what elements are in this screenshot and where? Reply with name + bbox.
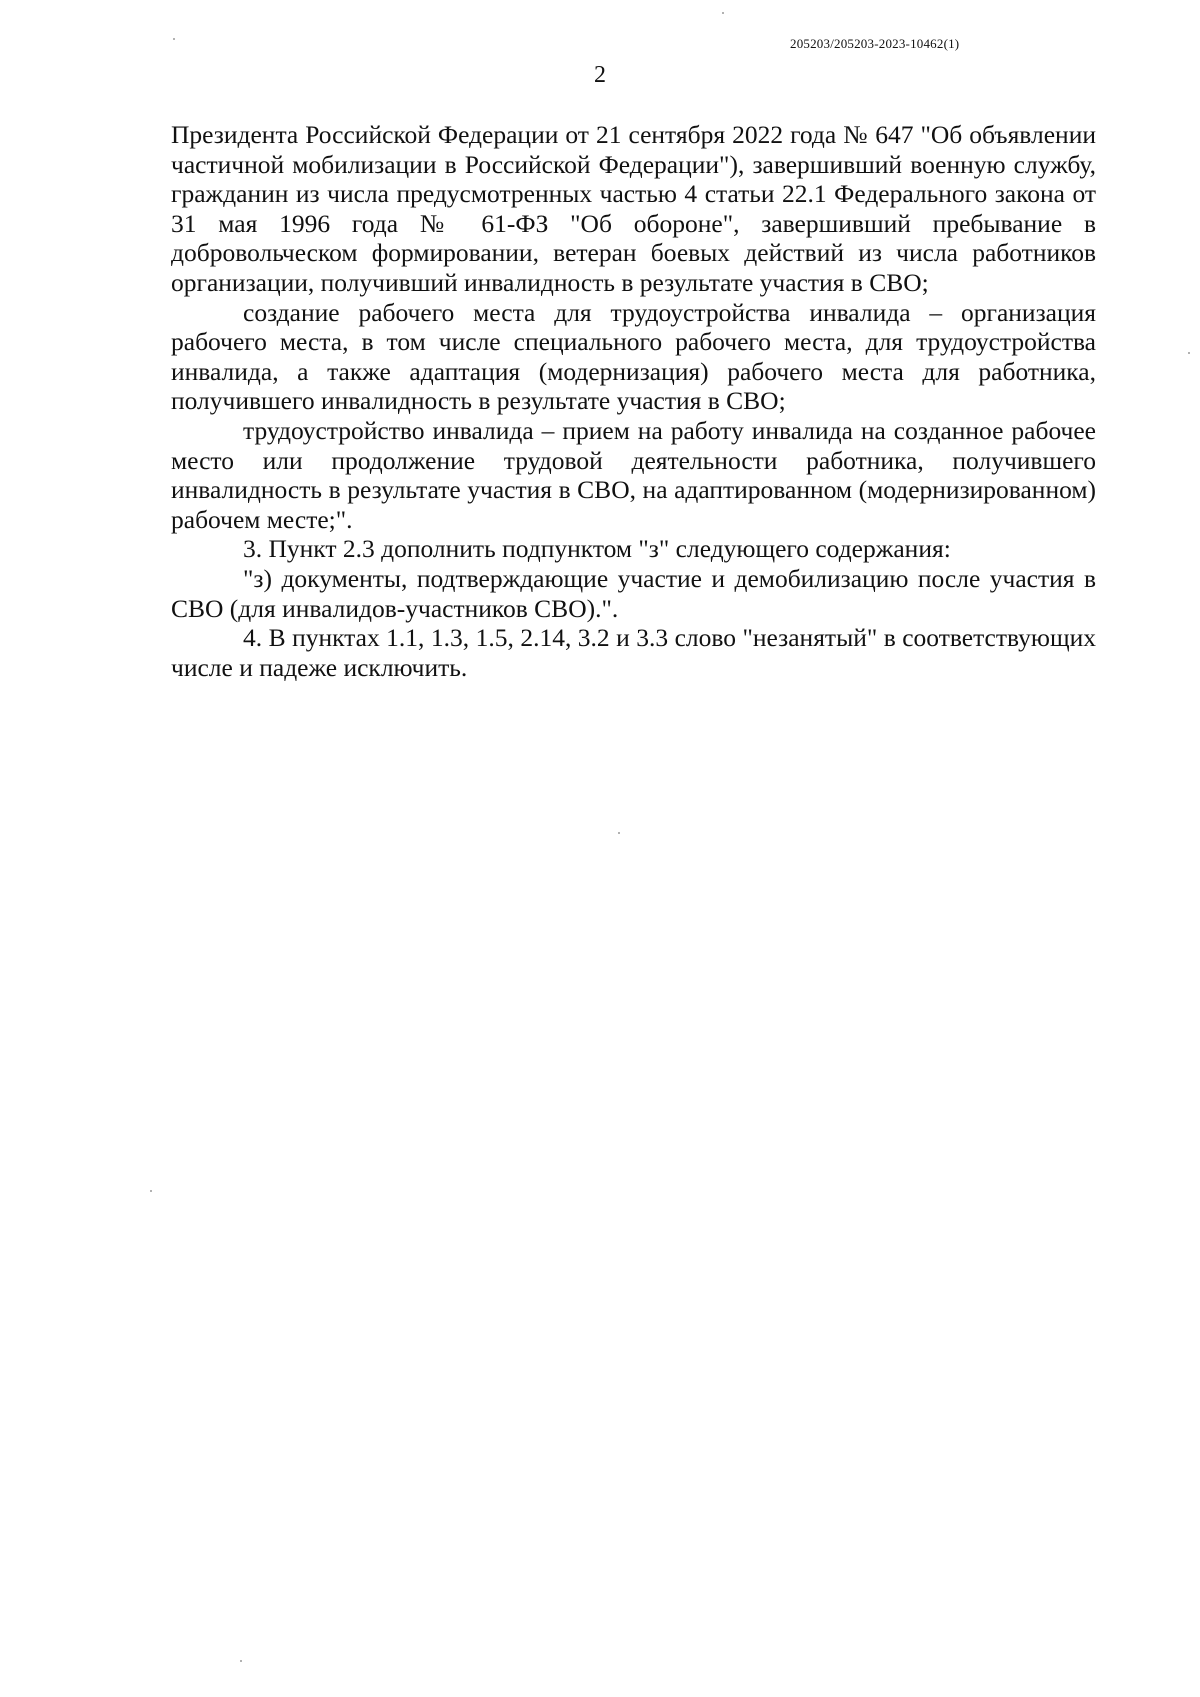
scan-speck	[240, 1660, 242, 1662]
paragraph-employment-definition: трудоустройство инвалида – прием на работу инвалида на созданное рабочее место или продолжение трудовой деятельности работника, получившего инвалидность в результате участия в СВО, на адаптированном (модернизированном) рабочем месте;".	[171, 415, 1096, 534]
paragraph-subitem-z: "з) документы, подтверждающие участие и демобилизацию после участия в СВО (для инвалидов-участников СВО).".	[171, 563, 1096, 623]
paragraph-item-4: 4. В пунктах 1.1, 1.3, 1.5, 2.14, 3.2 и 3.3 слово "незанятый" в соответствующих числе и падеже исключить.	[171, 623, 1096, 682]
scan-speck	[150, 1190, 152, 1192]
paragraph-item-3: 3. Пункт 2.3 дополнить подпунктом "з" следующего содержания:	[243, 534, 951, 564]
scan-speck	[173, 38, 175, 40]
document-body	[171, 120, 1096, 682]
paragraph-continuation: Президента Российской Федерации от 21 сентября 2022 года № 647 "Об объявлении частичной мобилизации в Российской Федерации"), завершивший военную службу, гражданин из числа предусмотренных частью 4 статьи 22.1 Федерального закона от 31 мая 1996 года № 61-ФЗ "Об обороне", завершивший пребывание в добровольческом формировании, ветеран боевых действий из числа работников организации, получивший инвалидность в результате участия в СВО;	[171, 120, 1096, 297]
scan-speck	[1188, 352, 1190, 354]
scan-speck	[618, 832, 620, 834]
scan-speck	[722, 12, 724, 14]
document-id: 205203/205203-2023-10462(1)	[790, 36, 960, 51]
paragraph-job-creation-definition: создание рабочего места для трудоустройства инвалида – организация рабочего места, в том числе специального рабочего места, для трудоустройства инвалида, а также адаптация (модернизация) рабочего места для работника, получившего инвалидность в результате участия в СВО;	[171, 297, 1096, 416]
page-number: 2	[594, 62, 606, 88]
